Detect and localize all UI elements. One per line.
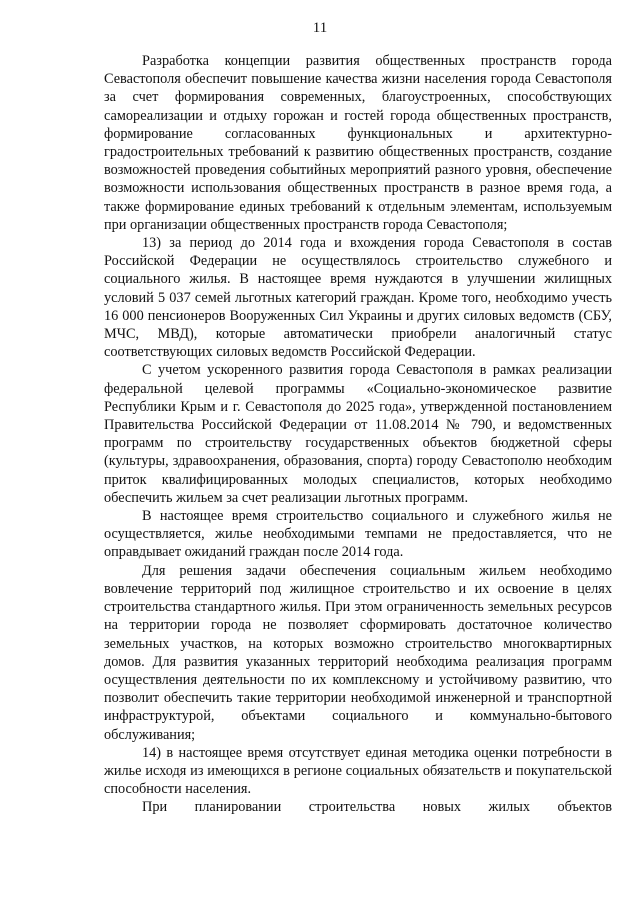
paragraph-item-14: 14) в настоящее время отсутствует единая методика оценки потребности в жилье исходя из имеющихся в регионе социальных обязательств и покупательской способности населения. xyxy=(104,744,612,798)
paragraph-public-spaces: Разработка концепции развития общественных пространств города Севастополя обеспечит повышение качества жизни населения города Севастополя за счет формирования современных, благоустроенных, способствующих самореализации и отдыху горожан и гостей города общественных пространств, формирование согласованных функциональных и архитектурно-градостроительных требований к развитию общественных пространств, создание возможностей проведения событийных мероприятий разного уровня, обеспечение возможности использования общественных пространств в разное время года, а также формирование единых требований к отдельным элементам, используемым при организации общественных пространств города Севастополя; xyxy=(104,53,612,233)
paragraph-social-housing-task: Для решения задачи обеспечения социальным жильем необходимо вовлечение территорий под жилищное строительство и их освоение в целях строительства стандартного жилья. При этом ограниченность земельных ресурсов на территории города не позволяет сформировать достаточное количество земельных участков, на которых возможно строительство многоквартирных домов. Для развития указанных территорий необходима реализация программ осуществления деятельности по их комплексному и устойчивому развитию, что позволит обеспечить такие территории необходимой инженерной и транспортной инфраструктурой, объектами социального и коммунально-бытового обслуживания; xyxy=(104,562,612,743)
document-body xyxy=(104,52,612,817)
paragraph-accelerated-development: С учетом ускоренного развития города Севастополя в рамках реализации федеральной целевой программы «Социально-экономическое развитие Республики Крым и г. Севастополя до 2025 года», утвержденной постановлением Правительства Российской Федерации от 11.08.2014 № 790, и ведомственных программ по строительству государственных объектов бюджетной сферы (культуры, здравоохранения, образования, спорта) городу Севастополю необходим приток квалифицированных молодых специалистов, которых необходимо обеспечить жильем за счет реализации льготных программ. xyxy=(104,362,612,506)
paragraph-housing-not-built: В настоящее время строительство социального и служебного жилья не осуществляется, жилье необходимыми темпами не предоставляется, что не оправдывает ожиданий граждан после 2014 года. xyxy=(104,508,612,561)
page-number: 11 xyxy=(312,20,328,36)
paragraph-item-13: 13) за период до 2014 года и вхождения города Севастополя в состав Российской Федерации не осуществлялось строительство служебного и социального жилья. В настоящее время нуждаются в улучшении жилищных условий 5 037 семей льготных категорий граждан. Кроме того, необходимо учесть 16 000 пенсионеров Вооруженных Сил Украины и других силовых ведомств (СБУ, МЧС, МВД), которые автоматически приобрели аналогичный статус соответствующих силовых ведомств Российской Федерации. xyxy=(104,235,612,361)
paragraph-planning: При планировании строительства новых жилых объектов xyxy=(142,799,612,816)
